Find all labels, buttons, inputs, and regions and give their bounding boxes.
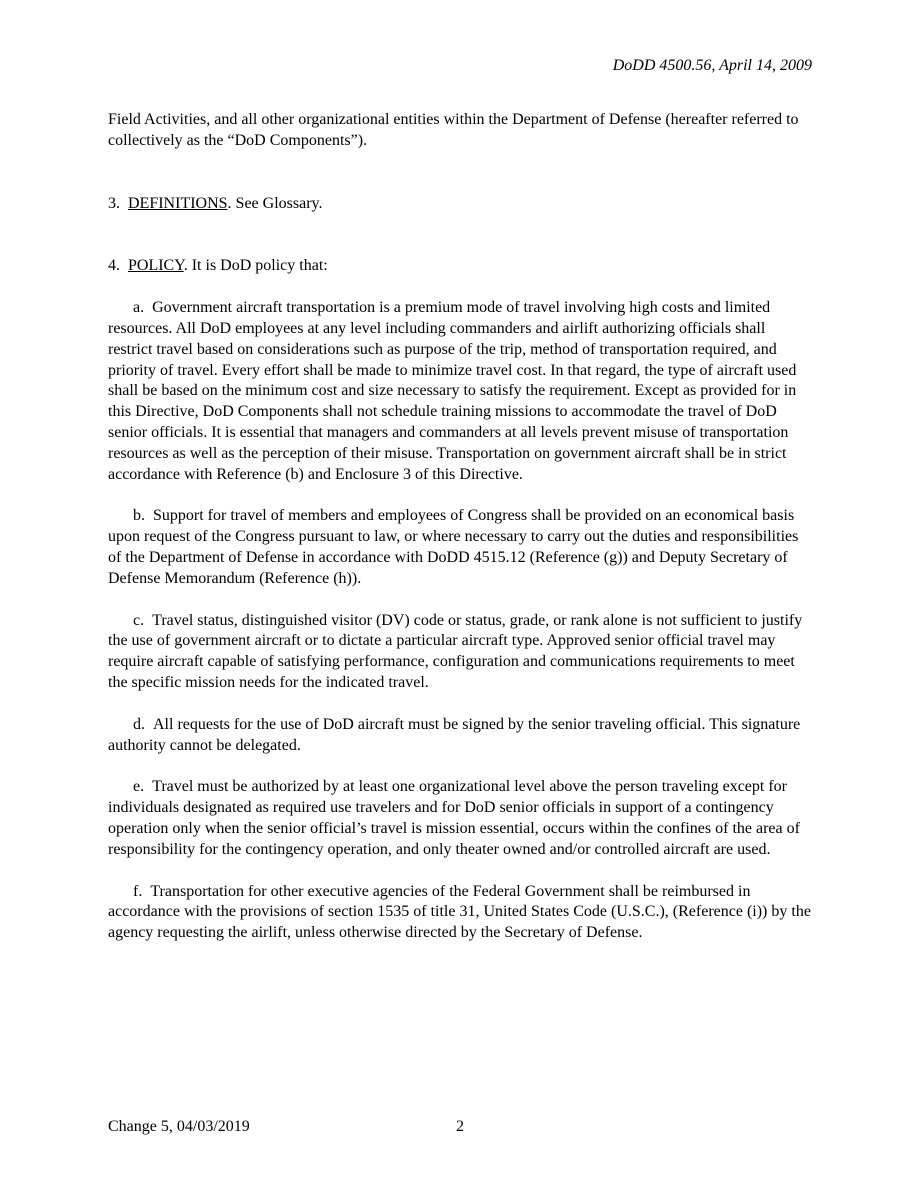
- policy-item-a: [108, 298, 813, 485]
- policy-item-b: [108, 506, 813, 589]
- policy-item-d: [108, 715, 813, 757]
- footer-change-note: Change 5, 04/03/2019: [108, 1118, 250, 1135]
- section-4-policy: [108, 256, 813, 277]
- page-header-doc-ref: DoDD 4500.56, April 14, 2009: [612, 57, 812, 74]
- continuation-paragraph: Field Activities, and all other organizational entities within the Department of Defense (hereafter referred to collectively as the “DoD Components”).: [108, 111, 799, 149]
- section-3-definitions: [108, 194, 813, 215]
- page-number: 2: [456, 1118, 464, 1135]
- item-text: Travel must be authorized by at least one organizational level above the person traveling except for individuals designated as required use travelers and for DoD senior officials in support of a contingency operation only when the senior official’s travel is mission essential, occurs within the confines of the area of responsibility for the contingency operation, and only theater owned and/or controlled aircraft are used.: [108, 778, 800, 858]
- item-text: All requests for the use of DoD aircraft must be signed by the senior traveling official. This signature authority cannot be delegated.: [108, 715, 801, 754]
- item-text: Support for travel of members and employees of Congress shall be provided on an economical basis upon request of the Congress pursuant to law, or where necessary to carry out the duties and responsibilities of the Department of Defense in accordance with DoDD 4515.12 (Reference (g)) and Deputy Secretary of Defense Memorandum (Reference (h)).: [108, 507, 799, 587]
- item-text: Government aircraft transportation is a premium mode of travel involving high costs and limited resources. All DoD employees at any level including commanders and airlift authorizing officials shall restrict travel based on considerations such as purpose of the trip, method of transportation required, and priority of travel. Every effort shall be made to minimize travel cost. In that regard, the type of aircraft used shall be based on the minimum cost and size necessary to satisfy the requirement. Except as provided for in this Directive, DoD Components shall not schedule training missions to accommodate the travel of DoD senior officials. It is essential that managers and commanders at all levels prevent misuse of transportation resources as well as the perception of their misuse. Transportation on government aircraft shall be in strict accordance with Reference (b) and Enclosure 3 of this Directive.: [108, 299, 797, 483]
- item-label: b.: [133, 507, 145, 525]
- section-title: DEFINITIONS: [128, 194, 228, 212]
- item-label: a.: [133, 299, 145, 317]
- policy-item-c: [108, 611, 813, 694]
- section-text: . It is DoD policy that:: [183, 257, 328, 275]
- section-text: . See Glossary.: [227, 194, 323, 212]
- section-number: 3.: [108, 194, 120, 212]
- document-body: [108, 110, 813, 944]
- item-label: d.: [133, 715, 145, 733]
- item-text: Travel status, distinguished visitor (DV) code or status, grade, or rank alone is not sufficient to justify the use of government aircraft or to dictate a particular aircraft type. Approved senior official travel may require aircraft capable of satisfying performance, configuration and communications requirements to meet the specific mission needs for the indicated travel.: [108, 611, 803, 691]
- section-number: 4.: [108, 257, 120, 275]
- policy-item-f: [108, 882, 813, 944]
- policy-item-e: [108, 777, 813, 860]
- item-label: e.: [133, 778, 145, 796]
- item-label: c.: [133, 611, 145, 629]
- item-text: Transportation for other executive agencies of the Federal Government shall be reimbursed in accordance with the provisions of section 1535 of title 31, United States Code (U.S.C.), (Reference (i)) by the agency requesting the airlift, unless otherwise directed by the Secretary of Defense.: [108, 882, 811, 942]
- item-label: f.: [133, 882, 143, 900]
- section-title: POLICY: [128, 257, 184, 275]
